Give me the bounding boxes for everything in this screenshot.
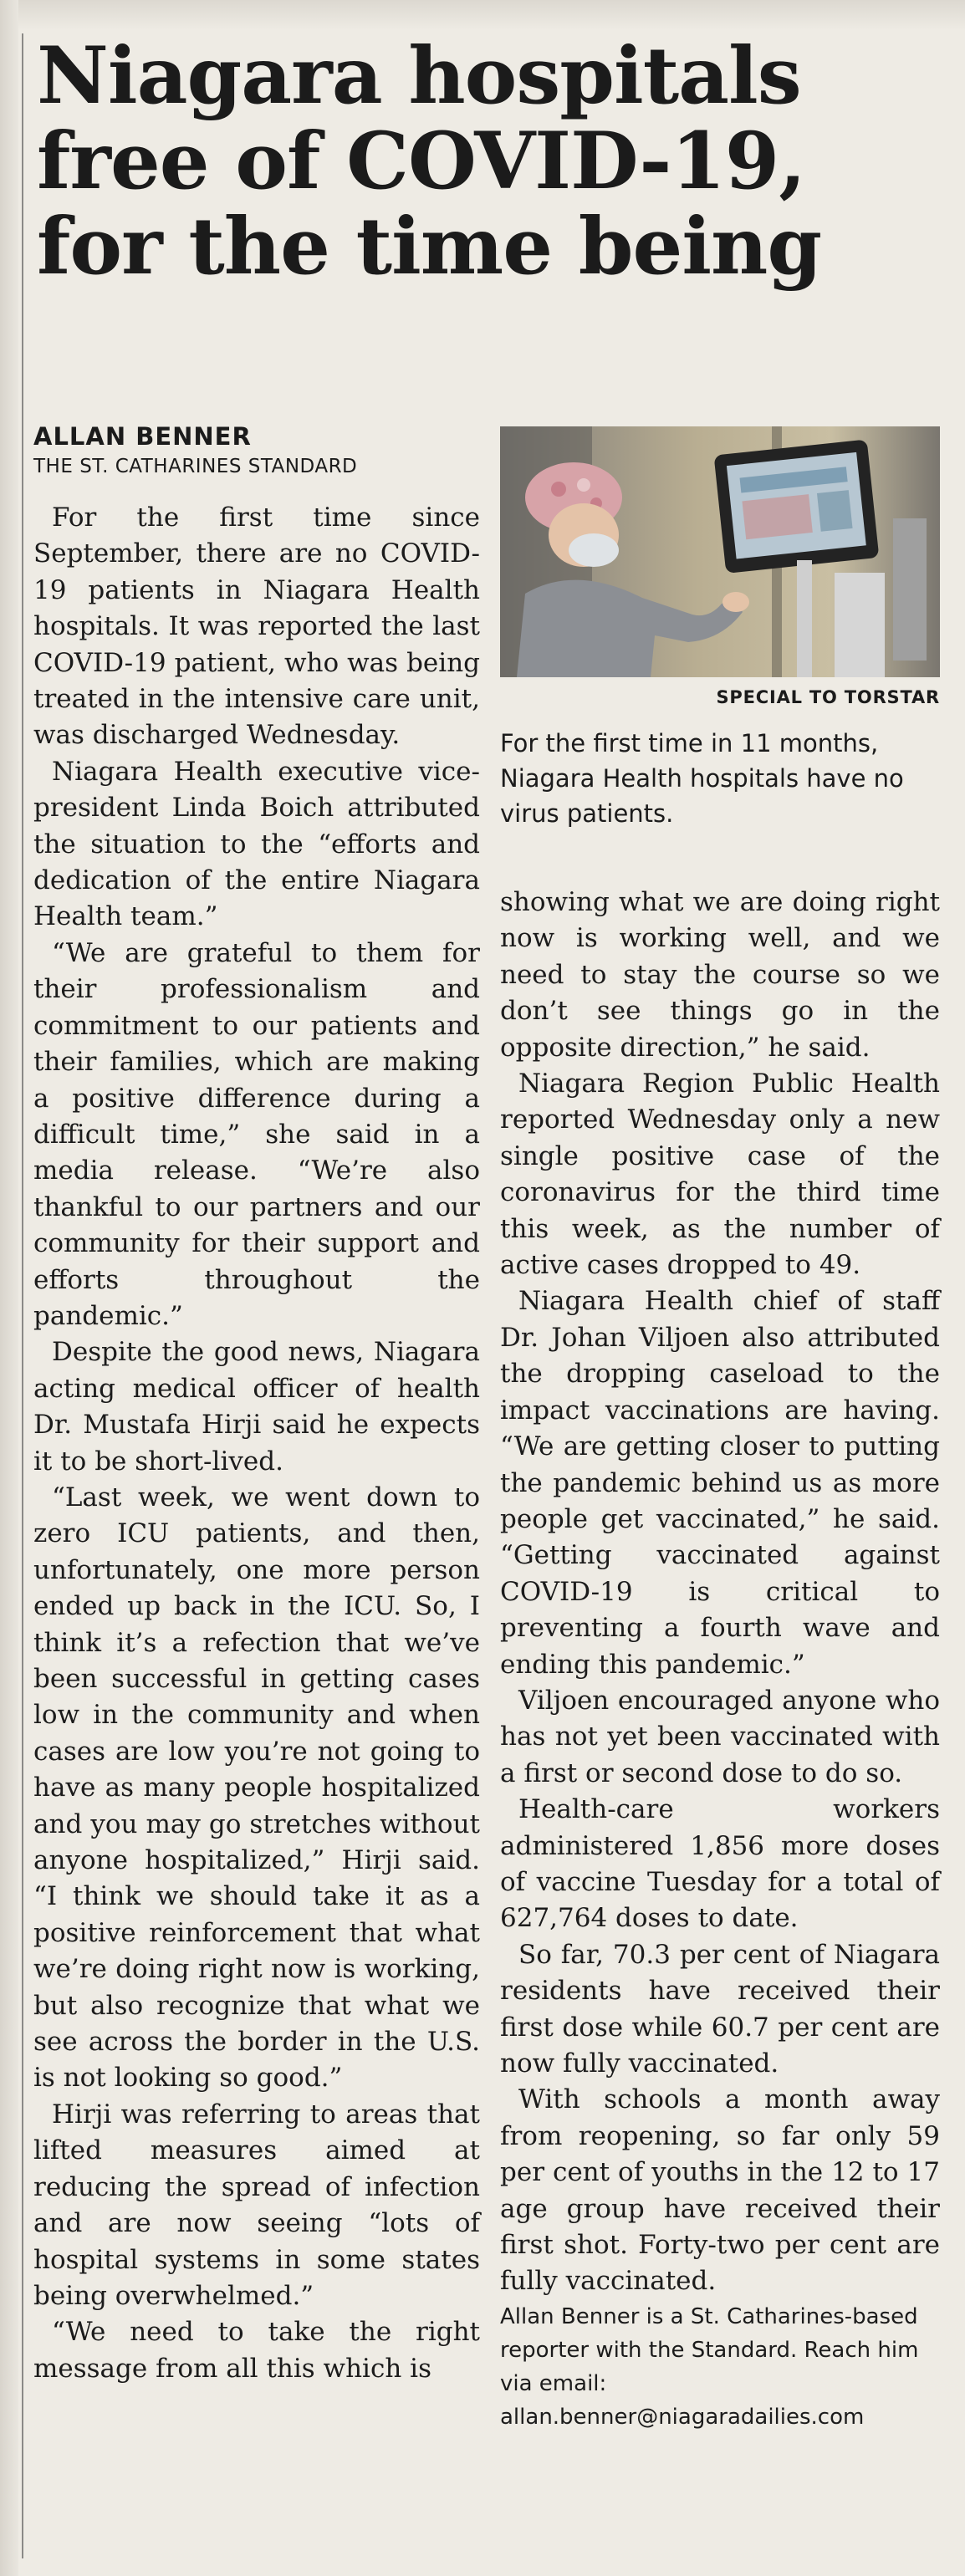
paragraph: “We are grateful to them for their professionalism and commitment to our patients and their families, which are making a positive difference during a difficult time,” she said in a media release. “We’re also thankful to our partners and our community for their support and efforts throughout the pandemic.” <box>33 937 480 1331</box>
paragraph: With schools a month away from reopening, so far only 59 per cent of youths in the 12 to 17 age group have received their first shot. Forty-two per cent are fully vaccinated. <box>500 2084 940 2297</box>
paragraph: Viljoen encouraged anyone who has not yet been vaccinated with a first or second dose to do so. <box>500 1685 940 1788</box>
headline: Niagara hospitals free of COVID-19, for the time being <box>37 30 822 293</box>
photo-illustration <box>500 426 940 677</box>
article-column-1 <box>33 500 480 2387</box>
paragraph: “Last week, we went down to zero ICU patients, and then, unfortunately, one more person ended up back in the ICU. So, I think it’s a refection that we’ve been successful in getting cases low in the community and when cases are low you’re not going to have as many people hospitalized and you may go stretches without anyone hospitalized,” Hirji said. “I think we should take it as a positive reinforcement that what we’re doing right now is working, but also recognize that what we see across the border in the U.S. is not looking so good.” <box>33 1482 480 2094</box>
paragraph: So far, 70.3 per cent of Niagara residents have received their first dose while 60.7 per cent are now fully vaccinated. <box>500 1939 940 2079</box>
paragraph: For the first time since September, there are no COVID-19 patients in Niagara Health hospitals. It was reported the last COVID-19 patient, who was being treated in the intensive care unit, was discharged Wednesday. <box>33 502 480 751</box>
page-edge-shadow <box>0 0 18 2576</box>
byline: ALLAN BENNER <box>33 422 252 451</box>
paragraph: “We need to take the right message from all this which is <box>33 2317 480 2384</box>
paragraph: Health-care workers administered 1,856 more doses of vaccine Tuesday for a total of 627,764 doses to date. <box>500 1794 940 1934</box>
paragraph: Niagara Health executive vice-president Linda Boich attributed the situation to the “efforts and dedication of the entire Niagara Health team.” <box>33 756 480 932</box>
paragraph: Niagara Health chief of staff Dr. Johan Viljoen also attributed the dropping caseload to the impact vaccinations are having. “We are getting closer to putting the pandemic behind us as more people get vaccinated,” he said. “Getting vaccinated against COVID-19 is critical to preventing a fourth wave and ending this pandemic.” <box>500 1286 940 1680</box>
photo-caption: For the first time in 11 months, Niagara Health hospitals have no virus patients. <box>500 729 904 828</box>
article-column-2 <box>500 885 940 2434</box>
publication-name: THE ST. CATHARINES STANDARD <box>33 456 358 477</box>
photo-credit: SPECIAL TO TORSTAR <box>716 687 940 707</box>
paragraph: Niagara Region Public Health reported Wednesday only a new single positive case of the coronavirus for the third time this week, as the number of active cases dropped to 49. <box>500 1069 940 1281</box>
paragraph: showing what we are doing right now is working well, and we need to stay the course so we don’t see things go in the opposite direction,” he said. <box>500 887 940 1063</box>
paragraph: Despite the good news, Niagara acting medical officer of health Dr. Mustafa Hirji said he expects it to be short-lived. <box>33 1337 480 1477</box>
adjacent-article-fragment <box>18 0 965 30</box>
column-rule <box>22 33 23 2558</box>
news-photo <box>500 426 940 677</box>
author-bio: Allan Benner is a St. Catharines-based reporter with the Standard. Reach him via email: allan.benner@niagaradailies.com <box>500 2303 919 2430</box>
paragraph: Hirji was referring to areas that lifted measures aimed at reducing the spread of infection and are now seeing “lots of hospital systems in some states being overwhelmed.” <box>33 2099 480 2311</box>
